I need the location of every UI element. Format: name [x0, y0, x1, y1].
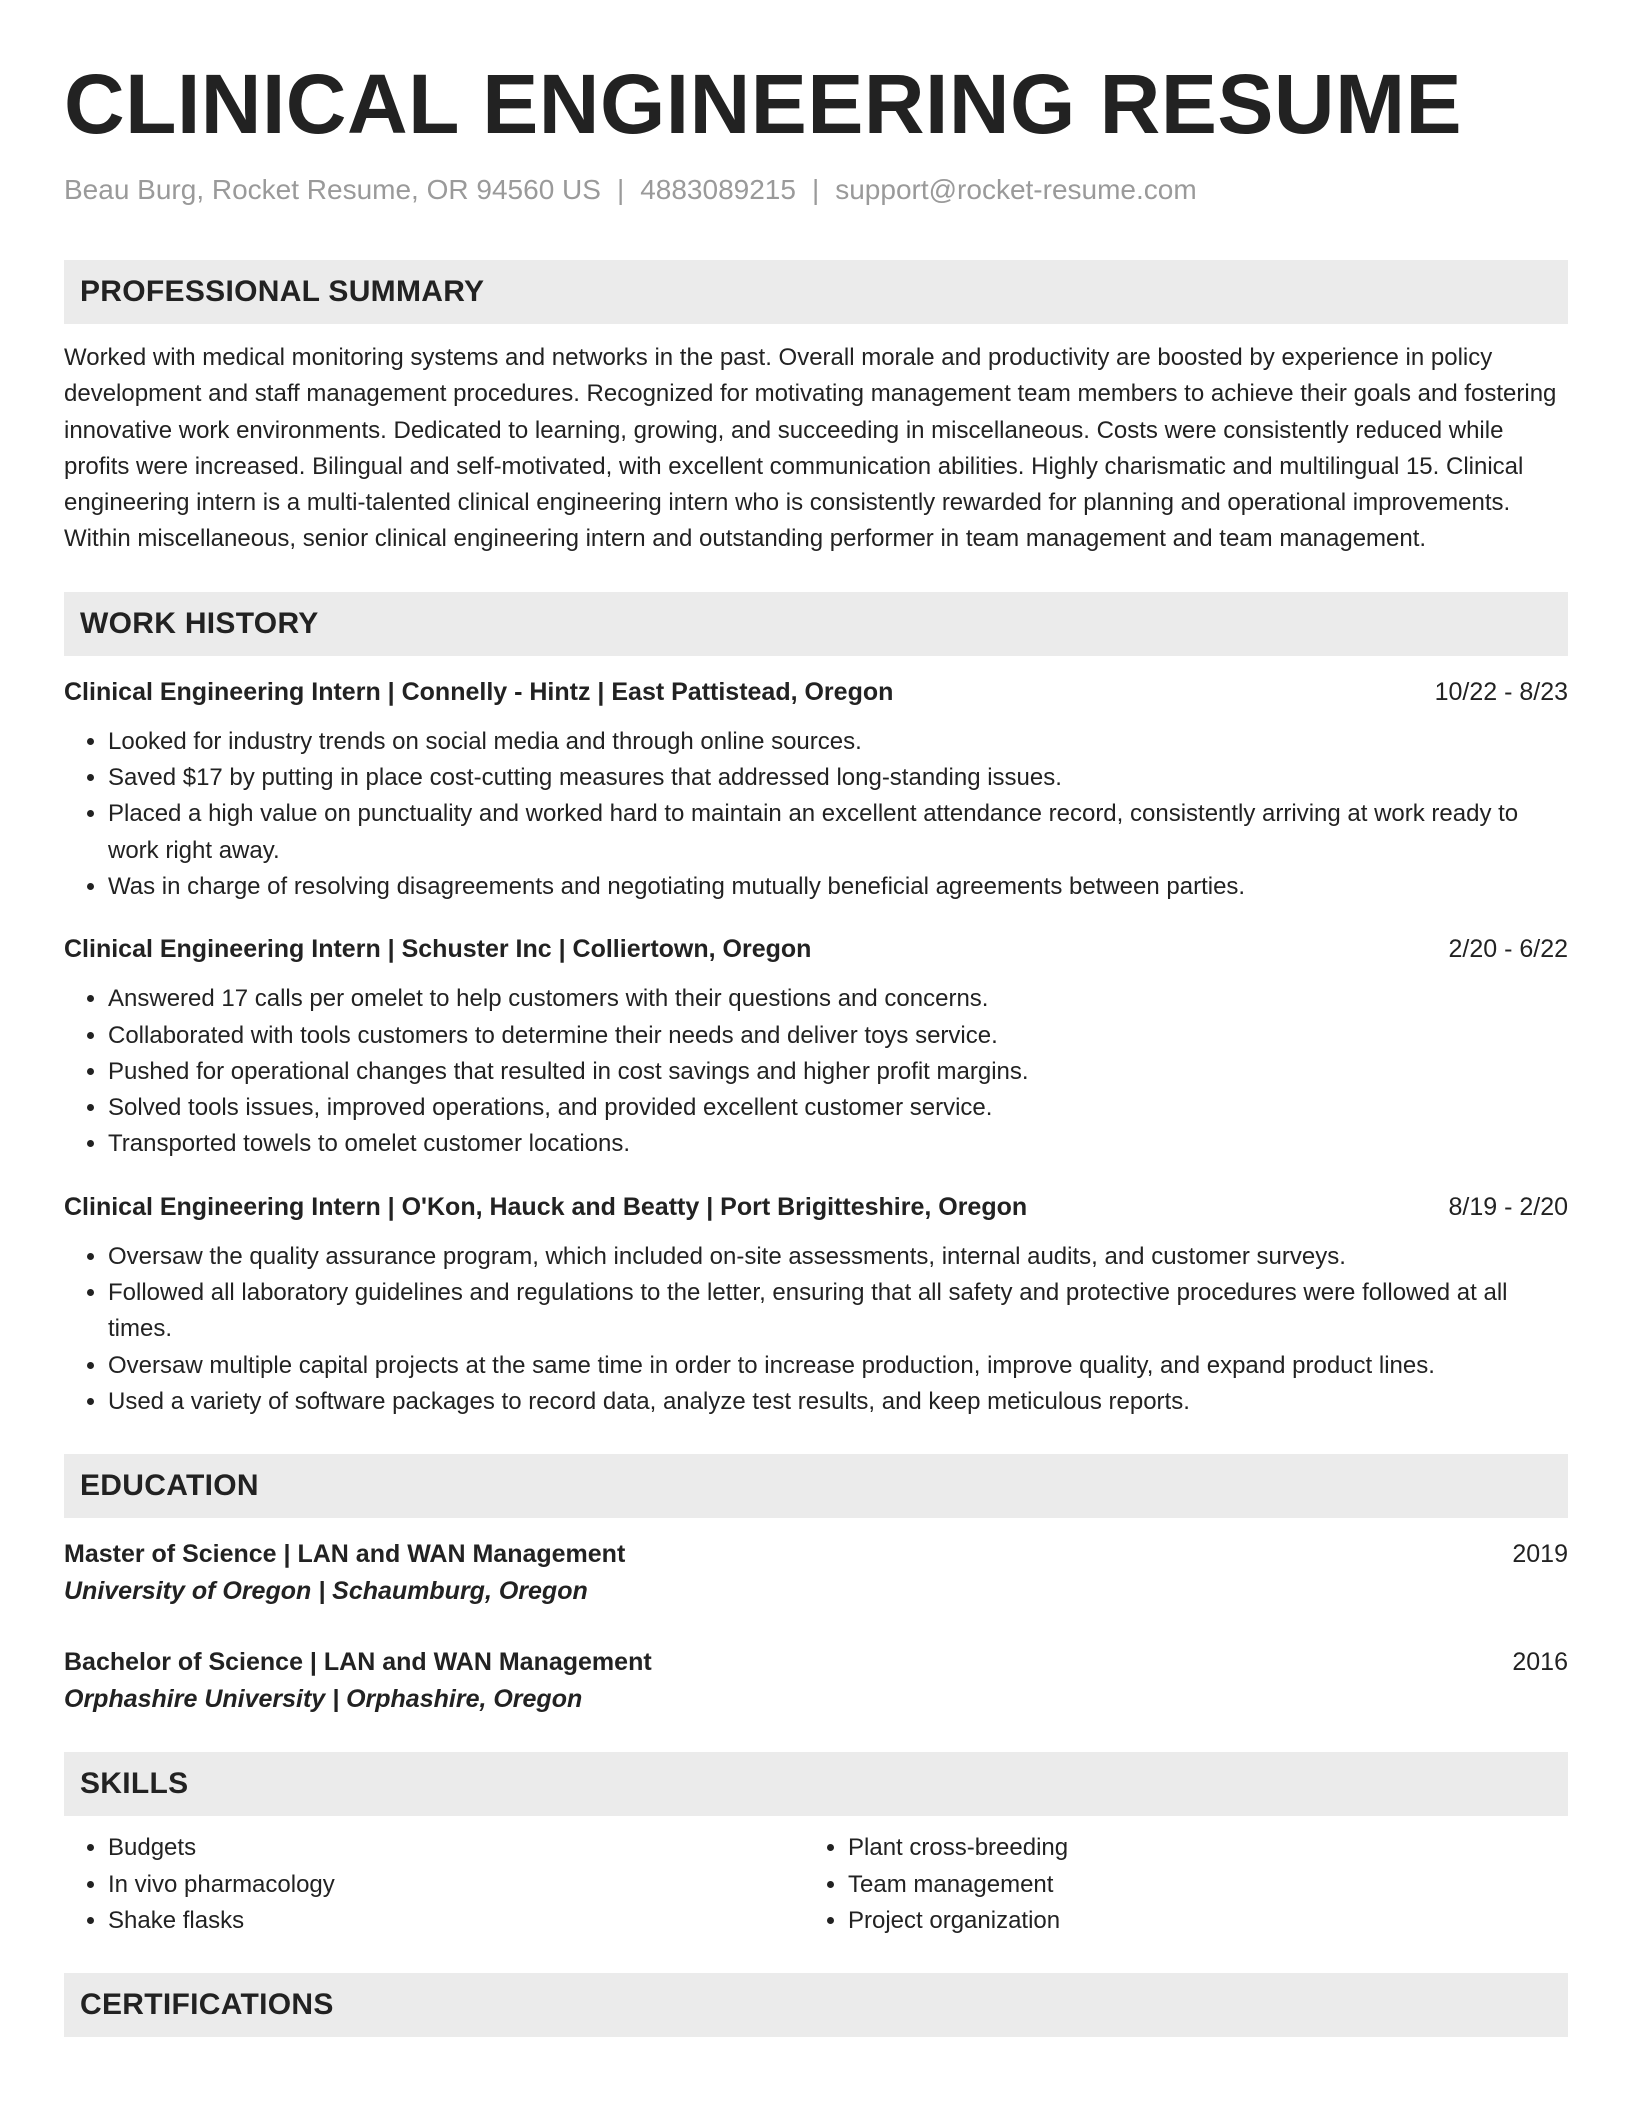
job-bullets	[64, 981, 1568, 1162]
job-bullet: • Collaborated with tools customers to determine their needs and deliver toys service.	[108, 1018, 1568, 1054]
education-year: 2019	[1512, 1540, 1568, 1569]
job-title: Clinical Engineering Intern | Schuster Inc | Colliertown, Oregon	[64, 935, 812, 964]
skills-column-right	[804, 1830, 1544, 1939]
section-header-education: EDUCATION	[64, 1454, 1568, 1518]
job-title: Clinical Engineering Intern | Connelly - Hintz | East Pattistead, Oregon	[64, 677, 894, 706]
section-header-summary: PROFESSIONAL SUMMARY	[64, 260, 1568, 324]
job-dates: 2/20 - 6/22	[1448, 935, 1568, 964]
education-entry	[64, 1536, 1568, 1610]
job-bullets	[64, 1239, 1568, 1420]
education-entry	[64, 1644, 1568, 1718]
skill-item: • Budgets	[108, 1830, 804, 1866]
education-school: University of Oregon | Schaumburg, Oregon	[64, 1577, 588, 1606]
job-bullet: • Transported towels to omelet customer locations.	[108, 1126, 1568, 1162]
contact-phone: 4883089215	[640, 174, 796, 205]
job-entry	[64, 931, 1568, 1162]
contact-address: Beau Burg, Rocket Resume, OR 94560 US	[64, 174, 601, 205]
job-header	[64, 931, 1568, 967]
contact-email: support@rocket-resume.com	[835, 174, 1197, 205]
job-bullet: • Used a variety of software packages to record data, analyze test results, and keep meticulous reports.	[108, 1384, 1568, 1420]
job-bullet: • Saved $17 by putting in place cost-cutting measures that addressed long-standing issues.	[108, 760, 1568, 796]
skills-list	[64, 1830, 1568, 1939]
contact-line	[64, 172, 1568, 208]
job-dates: 8/19 - 2/20	[1448, 1192, 1568, 1221]
section-header-work-history: WORK HISTORY	[64, 592, 1568, 656]
summary-text: Worked with medical monitoring systems and networks in the past. Overall morale and productivity are boosted by experience in policy development and staff management procedures. Recognized for motivating management team members to achieve their goals and fostering innovative work environments. Dedicated to learning, growing, and succeeding in miscellaneous. Costs were consistently reduced while profits were increased. Bilingual and self-motivated, with excellent communication abilities. Highly charismatic and multilingual 15. Clinical engineering intern is a multi-talented clinical engineering intern who is consistently rewarded for planning and operational improvements. Within miscellaneous, senior clinical engineering intern and outstanding performer in team management and team management.	[64, 344, 1557, 553]
job-dates: 10/22 - 8/23	[1434, 677, 1568, 706]
skill-item: • Project organization	[848, 1903, 1544, 1939]
job-bullet: • Oversaw the quality assurance program, which included on-site assessments, internal audits, and customer surveys.	[108, 1239, 1568, 1275]
job-bullet: • Pushed for operational changes that resulted in cost savings and higher profit margins.	[108, 1054, 1568, 1090]
skill-item: • In vivo pharmacology	[108, 1867, 804, 1903]
job-bullet: • Was in charge of resolving disagreements and negotiating mutually beneficial agreements between parties.	[108, 869, 1568, 905]
skills-column-left	[64, 1830, 804, 1939]
job-header	[64, 1189, 1568, 1225]
education-year: 2016	[1512, 1648, 1568, 1677]
job-entry	[64, 1189, 1568, 1420]
education-header	[64, 1536, 1568, 1572]
skill-item: • Shake flasks	[108, 1903, 804, 1939]
job-bullet: • Looked for industry trends on social media and through online sources.	[108, 724, 1568, 760]
skill-item: • Team management	[848, 1867, 1544, 1903]
education-header	[64, 1644, 1568, 1680]
job-bullet: • Solved tools issues, improved operations, and provided excellent customer service.	[108, 1090, 1568, 1126]
education-degree: Bachelor of Science | LAN and WAN Management	[64, 1648, 652, 1677]
education-school: Orphashire University | Orphashire, Oregon	[64, 1685, 583, 1714]
job-entry	[64, 674, 1568, 905]
job-bullet: • Followed all laboratory guidelines and regulations to the letter, ensuring that all safety and protective procedures were followed at all times.	[108, 1275, 1568, 1348]
job-bullet: • Answered 17 calls per omelet to help customers with their questions and concerns.	[108, 981, 1568, 1017]
job-title: Clinical Engineering Intern | O'Kon, Hauck and Beatty | Port Brigitteshire, Oregon	[64, 1192, 1028, 1221]
job-bullets	[64, 724, 1568, 905]
contact-separator: |	[616, 174, 625, 205]
section-header-certifications: CERTIFICATIONS	[64, 1973, 1568, 2037]
contact-separator: |	[811, 174, 820, 205]
skill-item: • Plant cross-breeding	[848, 1830, 1544, 1866]
education-degree: Master of Science | LAN and WAN Management	[64, 1540, 626, 1569]
job-bullet: • Oversaw multiple capital projects at the same time in order to increase production, improve quality, and expand product lines.	[108, 1348, 1568, 1384]
job-header	[64, 674, 1568, 710]
section-header-skills: SKILLS	[64, 1752, 1568, 1816]
job-bullet: • Placed a high value on punctuality and worked hard to maintain an excellent attendance record, consistently arriving at work ready to work right away.	[108, 796, 1568, 869]
resume-title: CLINICAL ENGINEERING RESUME	[64, 57, 1463, 151]
